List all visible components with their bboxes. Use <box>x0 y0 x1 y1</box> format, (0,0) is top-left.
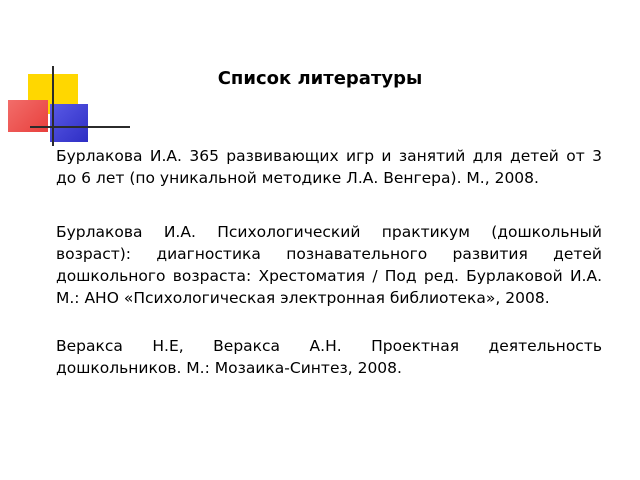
reference-item: Бурлакова И.А. 365 развивающих игр и занятий для детей от 3 до 6 лет (по уникальной методике Л.А. Венгера). М., 2008. <box>56 147 602 187</box>
reference-list <box>56 145 602 379</box>
blue-square <box>50 104 88 142</box>
reference-item: Бурлакова И.А. Психологический практикум (дошкольный возраст): диагностика познавательного развития детей дошкольного возраста: Хрестоматия / Под ред. Бурлаковой И.А. М.: АНО «Психологическая электронная библиотека», 2008. <box>56 223 602 307</box>
slide-title: Список литературы <box>217 68 423 89</box>
horizontal-line <box>30 126 130 128</box>
reference-item: Веракса Н.Е, Веракса А.Н. Проектная деятельность дошкольников. М.: Мозаика-Синтез, 2008. <box>56 337 602 377</box>
